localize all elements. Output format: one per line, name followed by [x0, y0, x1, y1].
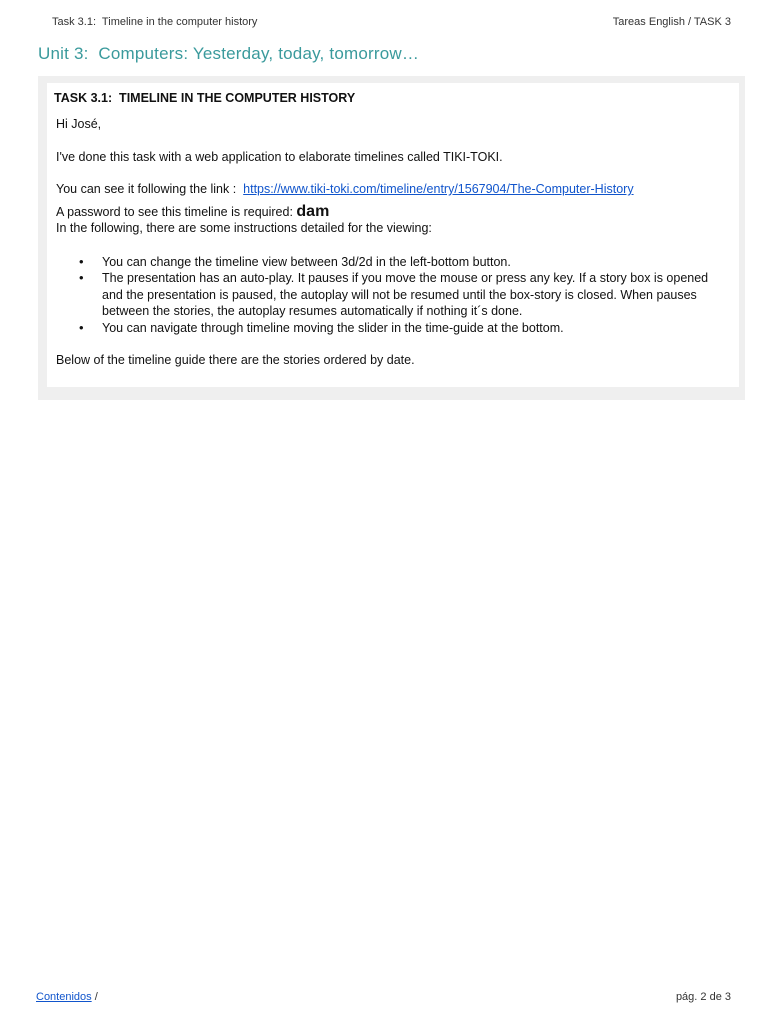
password-label: A password to see this timeline is required: — [56, 204, 297, 219]
unit-title: Unit 3: Computers: Yesterday, today, tomorrow… — [38, 44, 420, 63]
link-line — [56, 181, 731, 198]
instructions-intro: In the following, there are some instructions detailed for the viewing: — [56, 221, 432, 235]
task-heading: TASK 3.1: TIMELINE IN THE COMPUTER HISTORY — [54, 91, 356, 105]
page-footer — [36, 991, 731, 1007]
link-prefix: You can see it following the link : — [56, 182, 244, 196]
intro-paragraph: I've done this task with a web application to elaborate timelines called TIKI-TOKI. — [56, 149, 503, 164]
timeline-link[interactable]: https://www.tiki-toki.com/timeline/entry/1567904/The-Computer-History — [243, 182, 634, 196]
task-box — [47, 83, 739, 387]
page-header — [52, 16, 731, 34]
greeting: Hi José, — [56, 117, 102, 131]
breadcrumb-separator: / — [91, 991, 98, 1003]
instructions-list — [56, 254, 731, 337]
contenidos-link[interactable]: Contenidos — [36, 991, 92, 1003]
task-content — [56, 116, 731, 369]
header-course-label: Tareas English / TASK 3 — [612, 16, 731, 28]
list-item: • You can change the timeline view between 3d/2d in the left-bottom button. — [102, 254, 731, 271]
password-value: dam — [296, 202, 330, 220]
list-item: • The presentation has an auto-play. It pauses if you move the mouse or press any key. If a story box is opened and the presentation is paused, the autoplay will not be resumed until the box-story is closed. When pauses between the stories, the autoplay resumes automatically if nothing it´s done. — [102, 270, 731, 320]
task-frame — [38, 76, 745, 400]
header-task-title: Task 3.1: Timeline in the computer history — [52, 16, 258, 28]
closing-paragraph: Below of the timeline guide there are the stories ordered by date. — [56, 353, 415, 367]
password-line — [56, 204, 731, 221]
footer-breadcrumb — [36, 991, 98, 1003]
list-item: • You can navigate through timeline moving the slider in the time-guide at the bottom. — [102, 320, 731, 337]
page-number: pág. 2 de 3 — [675, 991, 731, 1003]
